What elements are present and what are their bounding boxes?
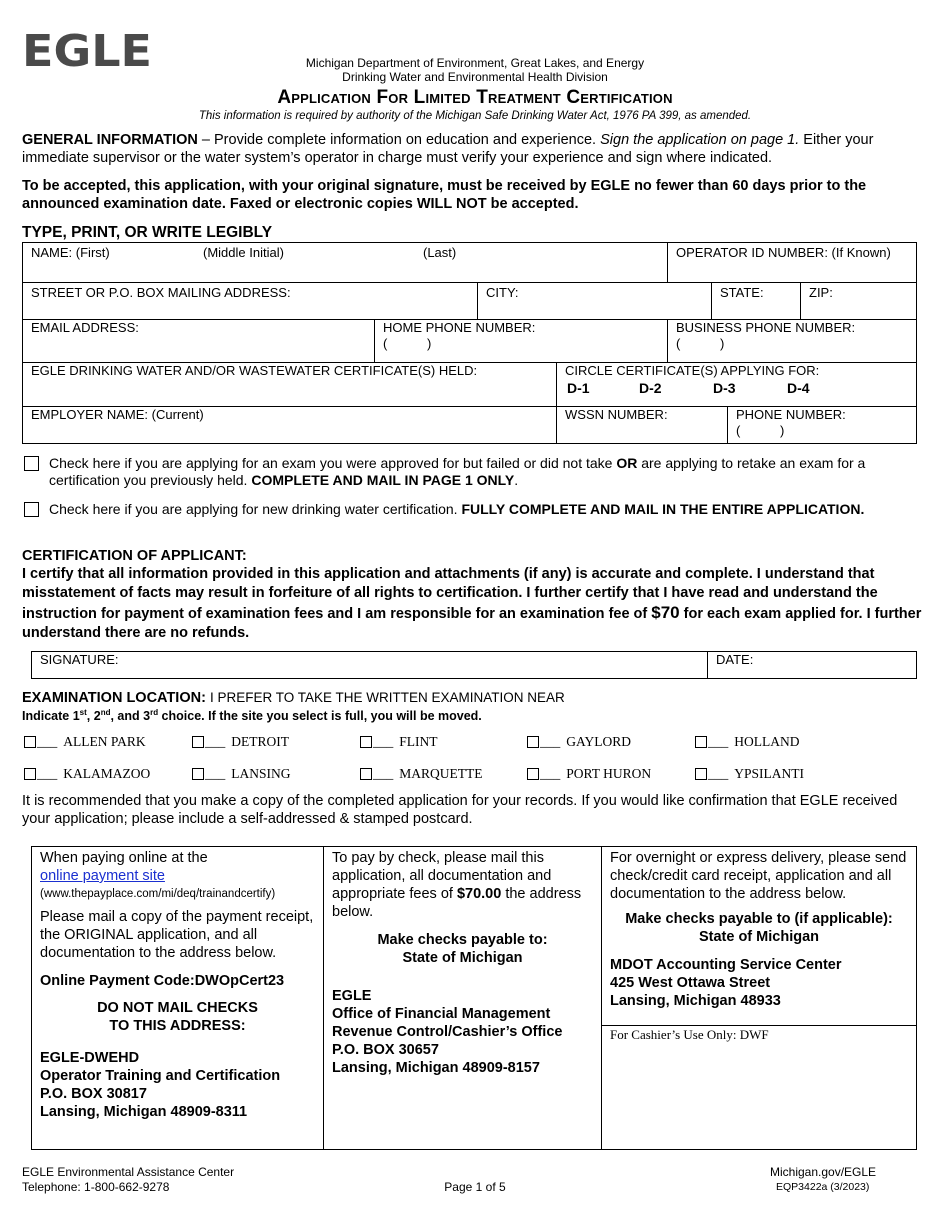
location-ypsilanti[interactable] — [695, 766, 804, 782]
circle-cert-label: CIRCLE CERTIFICATE(S) APPLYING FOR: — [565, 363, 820, 378]
location-label: KALAMAZOO — [63, 766, 151, 781]
circle-cert-field — [556, 362, 917, 407]
instr-sup2: nd — [100, 708, 111, 717]
certification-fee: $70 — [651, 603, 680, 622]
location-label: DETROIT — [231, 734, 289, 749]
retake-option-text — [22, 455, 928, 489]
general-information — [22, 131, 928, 167]
operator-id-field[interactable] — [667, 242, 917, 283]
footer-page-number: Page 1 of 5 — [444, 1180, 506, 1194]
footer-form-id: EQP3422a (3/2023) — [776, 1181, 870, 1193]
wssn-label: WSSN NUMBER: — [565, 407, 668, 422]
online-url: (www.thepayplace.com/mi/deq/trainandcertify) — [40, 888, 276, 900]
acceptance-notice: To be accepted, this application, with your original signature, must be received by EGLE no fewer than 60 days prior to the announced examination date. Faxed or electronic copies WILL NOT be accepted. — [22, 178, 867, 212]
location-blank: ___ — [373, 766, 394, 781]
location-label: ALLEN PARK — [63, 734, 146, 749]
location-blank: ___ — [708, 766, 729, 781]
footer-telephone: Telephone: 1-800-662-9278 — [22, 1180, 170, 1194]
location-marquette[interactable] — [360, 766, 483, 782]
location-checkbox[interactable] — [527, 736, 539, 748]
location-checkbox[interactable] — [527, 768, 539, 780]
check-address-1: EGLE — [332, 988, 372, 1004]
instr-post: choice. If the site you select is full, you will be moved. — [158, 709, 482, 724]
retake-text: Check here if you are applying for an exam you were approved for but failed or did not take — [49, 455, 617, 471]
location-gaylord[interactable] — [527, 734, 631, 750]
location-lansing[interactable] — [192, 766, 291, 782]
retake-text-2: are applying to retake an exam for a certification you previously held. — [49, 455, 866, 488]
retake-bold: COMPLETE AND MAIL IN PAGE 1 ONLY — [251, 472, 515, 488]
location-label: GAYLORD — [566, 734, 632, 749]
online-address-4: Lansing, Michigan 48909-8311 — [40, 1104, 248, 1120]
employer-phone-format: ( ) — [736, 423, 785, 438]
street-label: STREET OR P.O. BOX MAILING ADDRESS: — [31, 285, 291, 300]
exam-instructions — [22, 708, 482, 723]
city-label: CITY: — [486, 285, 519, 300]
employer-field[interactable] — [22, 406, 557, 444]
location-checkbox[interactable] — [192, 736, 204, 748]
employer-label: EMPLOYER NAME: (Current) — [31, 407, 204, 422]
location-checkbox[interactable] — [24, 768, 36, 780]
check-payable-1: Make checks payable to: — [377, 932, 548, 948]
location-blank: ___ — [37, 734, 58, 749]
instr-sup1: st — [79, 708, 87, 717]
authority-note: This information is required by authority of the Michigan Safe Drinking Water Act, 1976 PA 399, as amended. — [198, 110, 752, 122]
cert-option-d3[interactable]: D-3 — [713, 380, 736, 396]
check-fee: $70.00 — [456, 886, 502, 902]
division-name: Drinking Water and Environmental Health Division — [342, 70, 608, 84]
location-label: LANSING — [231, 766, 291, 781]
date-field[interactable] — [707, 651, 917, 679]
business-phone-field[interactable] — [667, 319, 917, 363]
express-payable-1: Make checks payable to (if applicable): — [625, 911, 893, 927]
location-blank: ___ — [373, 734, 394, 749]
retake-end: . — [514, 472, 519, 488]
business-phone-label: BUSINESS PHONE NUMBER: — [676, 320, 856, 335]
street-field[interactable] — [22, 282, 478, 320]
location-checkbox[interactable] — [360, 736, 372, 748]
online-payment-code: Online Payment Code:DWOpCert23 — [40, 973, 285, 989]
new-cert-bold: FULLY COMPLETE AND MAIL IN THE ENTIRE APPLICATION. — [461, 501, 865, 517]
zip-label: ZIP: — [809, 285, 833, 300]
copy-recommendation: It is recommended that you make a copy of the completed application for your records. If you would like confirmation that EGLE received your application; please include a self-addressed & stamped postcard. — [22, 793, 898, 827]
express-address-3: Lansing, Michigan 48933 — [610, 993, 781, 1009]
employer-phone-label: PHONE NUMBER: — [736, 407, 846, 422]
certification-heading: CERTIFICATION OF APPLICANT: — [22, 548, 247, 564]
check-address-5: Lansing, Michigan 48909-8157 — [332, 1060, 540, 1076]
date-label: DATE: — [716, 652, 754, 667]
form-heading: TYPE, PRINT, OR WRITE LEGIBLY — [22, 224, 273, 241]
general-label: GENERAL INFORMATION — [22, 132, 198, 148]
online-address-2: Operator Training and Certification — [40, 1068, 281, 1084]
location-checkbox[interactable] — [360, 768, 372, 780]
location-allen-park[interactable] — [24, 734, 146, 750]
signature-label: SIGNATURE: — [40, 652, 119, 667]
certification-text-1: I certify that all information provided in this application and attachments (if any) is accurate and complete. I understand that misstatement of facts may result in forfeiture of all rights to certification. I further certify that I have read and understand the instruction for payment of examination fees and I am responsible for an examination fee of — [22, 566, 878, 622]
email-field[interactable] — [22, 319, 375, 363]
location-holland[interactable] — [695, 734, 800, 750]
express-address-2: 425 West Ottawa Street — [610, 975, 771, 991]
certification-text-2: for each exam applied for. I further understand there are no refunds. — [22, 606, 922, 641]
agency-header — [0, 56, 950, 84]
location-label: PORT HURON — [566, 766, 652, 781]
location-blank: ___ — [205, 766, 226, 781]
instr-mid2: , and 3 — [110, 709, 151, 724]
email-label: EMAIL ADDRESS: — [31, 320, 139, 335]
certs-held-label: EGLE DRINKING WATER AND/OR WASTEWATER CERTIFICATE(S) HELD: — [31, 363, 478, 378]
payment-express-box — [601, 846, 917, 1150]
general-text-2: Either your immediate supervisor or the water system’s operator in charge must verify your experience and sign where indicated. — [22, 132, 874, 166]
express-intro: For overnight or express delivery, please send check/credit card receipt, application and all documentation to the address below. — [610, 850, 907, 902]
cashier-use-only: For Cashier’s Use Only: DWF — [602, 1025, 916, 1044]
check-intro-2: the address below. — [332, 886, 582, 920]
location-checkbox[interactable] — [24, 736, 36, 748]
general-text-1: – Provide complete information on education and experience. — [197, 132, 601, 148]
new-cert-text: Check here if you are applying for new drinking water certification. — [49, 501, 462, 517]
location-checkbox[interactable] — [695, 736, 707, 748]
location-label: FLINT — [399, 734, 438, 749]
location-label: HOLLAND — [734, 734, 800, 749]
location-label: YPSILANTI — [734, 766, 804, 781]
check-intro — [332, 849, 593, 921]
check-address-3: Revenue Control/Cashier’s Office — [332, 1024, 563, 1040]
cert-option-d1[interactable]: D-1 — [567, 380, 590, 396]
home-phone-label: HOME PHONE NUMBER: — [383, 320, 536, 335]
location-blank: ___ — [708, 734, 729, 749]
certs-held-field[interactable] — [22, 362, 557, 407]
payment-online-box — [31, 846, 324, 1150]
location-checkbox[interactable] — [192, 768, 204, 780]
online-payment-link[interactable]: online payment site — [40, 868, 165, 884]
signature-field[interactable] — [31, 651, 708, 679]
location-blank: ___ — [540, 766, 561, 781]
express-address-1: MDOT Accounting Service Center — [610, 957, 842, 973]
retake-or: OR — [616, 455, 638, 471]
instr-sup3: rd — [150, 708, 159, 717]
check-address-4: P.O. BOX 30657 — [332, 1042, 439, 1058]
certification-statement — [22, 565, 928, 643]
check-payable-2: State of Michigan — [402, 950, 523, 966]
location-label: MARQUETTE — [399, 766, 483, 781]
operator-id-label: OPERATOR ID NUMBER: (If Known) — [676, 245, 891, 260]
city-field[interactable] — [477, 282, 712, 320]
employer-phone-field[interactable] — [727, 406, 917, 444]
footer-site: Michigan.gov/EGLE — [770, 1165, 877, 1179]
online-intro: When paying online at the — [40, 850, 208, 866]
footer-center-name: EGLE Environmental Assistance Center — [22, 1165, 235, 1179]
do-not-mail-warning-1: DO NOT MAIL CHECKS — [97, 1000, 258, 1016]
online-address-3: P.O. BOX 30817 — [40, 1086, 147, 1102]
home-phone-format: ( ) — [383, 336, 432, 351]
business-phone-format: ( ) — [676, 336, 725, 351]
cert-option-d2[interactable]: D-2 — [639, 380, 662, 396]
location-port-huron[interactable] — [527, 766, 651, 782]
online-address-1: EGLE-DWEHD — [40, 1050, 140, 1066]
location-kalamazoo[interactable] — [24, 766, 150, 782]
location-blank: ___ — [37, 766, 58, 781]
name-first-label: NAME: (First) — [31, 245, 110, 260]
location-flint[interactable] — [360, 734, 438, 750]
cert-option-d4[interactable]: D-4 — [787, 380, 810, 396]
state-label: STATE: — [720, 285, 764, 300]
wssn-field[interactable] — [556, 406, 728, 444]
location-detroit[interactable] — [192, 734, 289, 750]
new-cert-option-text — [22, 501, 928, 518]
home-phone-field[interactable] — [374, 319, 668, 363]
page-title: Application For Limited Treatment Certification — [277, 87, 673, 108]
express-payable-2: State of Michigan — [698, 929, 820, 945]
name-middle-label: (Middle Initial) — [203, 245, 284, 260]
agency-name: Michigan Department of Environment, Great Lakes, and Energy — [305, 56, 645, 70]
instr-mid1: , 2 — [86, 709, 101, 724]
name-last-label: (Last) — [423, 245, 457, 260]
online-mail-instructions: Please mail a copy of the payment receipt, the ORIGINAL application, and all documentation to the address below. — [40, 909, 314, 961]
check-address-2: Office of Financial Management — [332, 1006, 551, 1022]
instr-pre: Indicate 1 — [22, 709, 80, 724]
logo-text: EGLE — [22, 28, 152, 68]
zip-field[interactable] — [800, 282, 917, 320]
name-field[interactable] — [22, 242, 668, 283]
payment-check-box — [323, 846, 602, 1150]
check-intro-1: To pay by check, please mail this application, all documentation and appropriate fees of — [332, 850, 552, 902]
do-not-mail-warning-2: TO THIS ADDRESS: — [109, 1018, 246, 1034]
general-text-italic: Sign the application on page 1. — [600, 132, 800, 148]
location-blank: ___ — [540, 734, 561, 749]
exam-prefer-text: I PREFER TO TAKE THE WRITTEN EXAMINATION NEAR — [209, 690, 565, 705]
state-field[interactable] — [711, 282, 801, 320]
location-blank: ___ — [205, 734, 226, 749]
location-checkbox[interactable] — [695, 768, 707, 780]
exam-location-heading — [22, 690, 565, 706]
exam-heading-label: EXAMINATION LOCATION: — [22, 690, 206, 706]
